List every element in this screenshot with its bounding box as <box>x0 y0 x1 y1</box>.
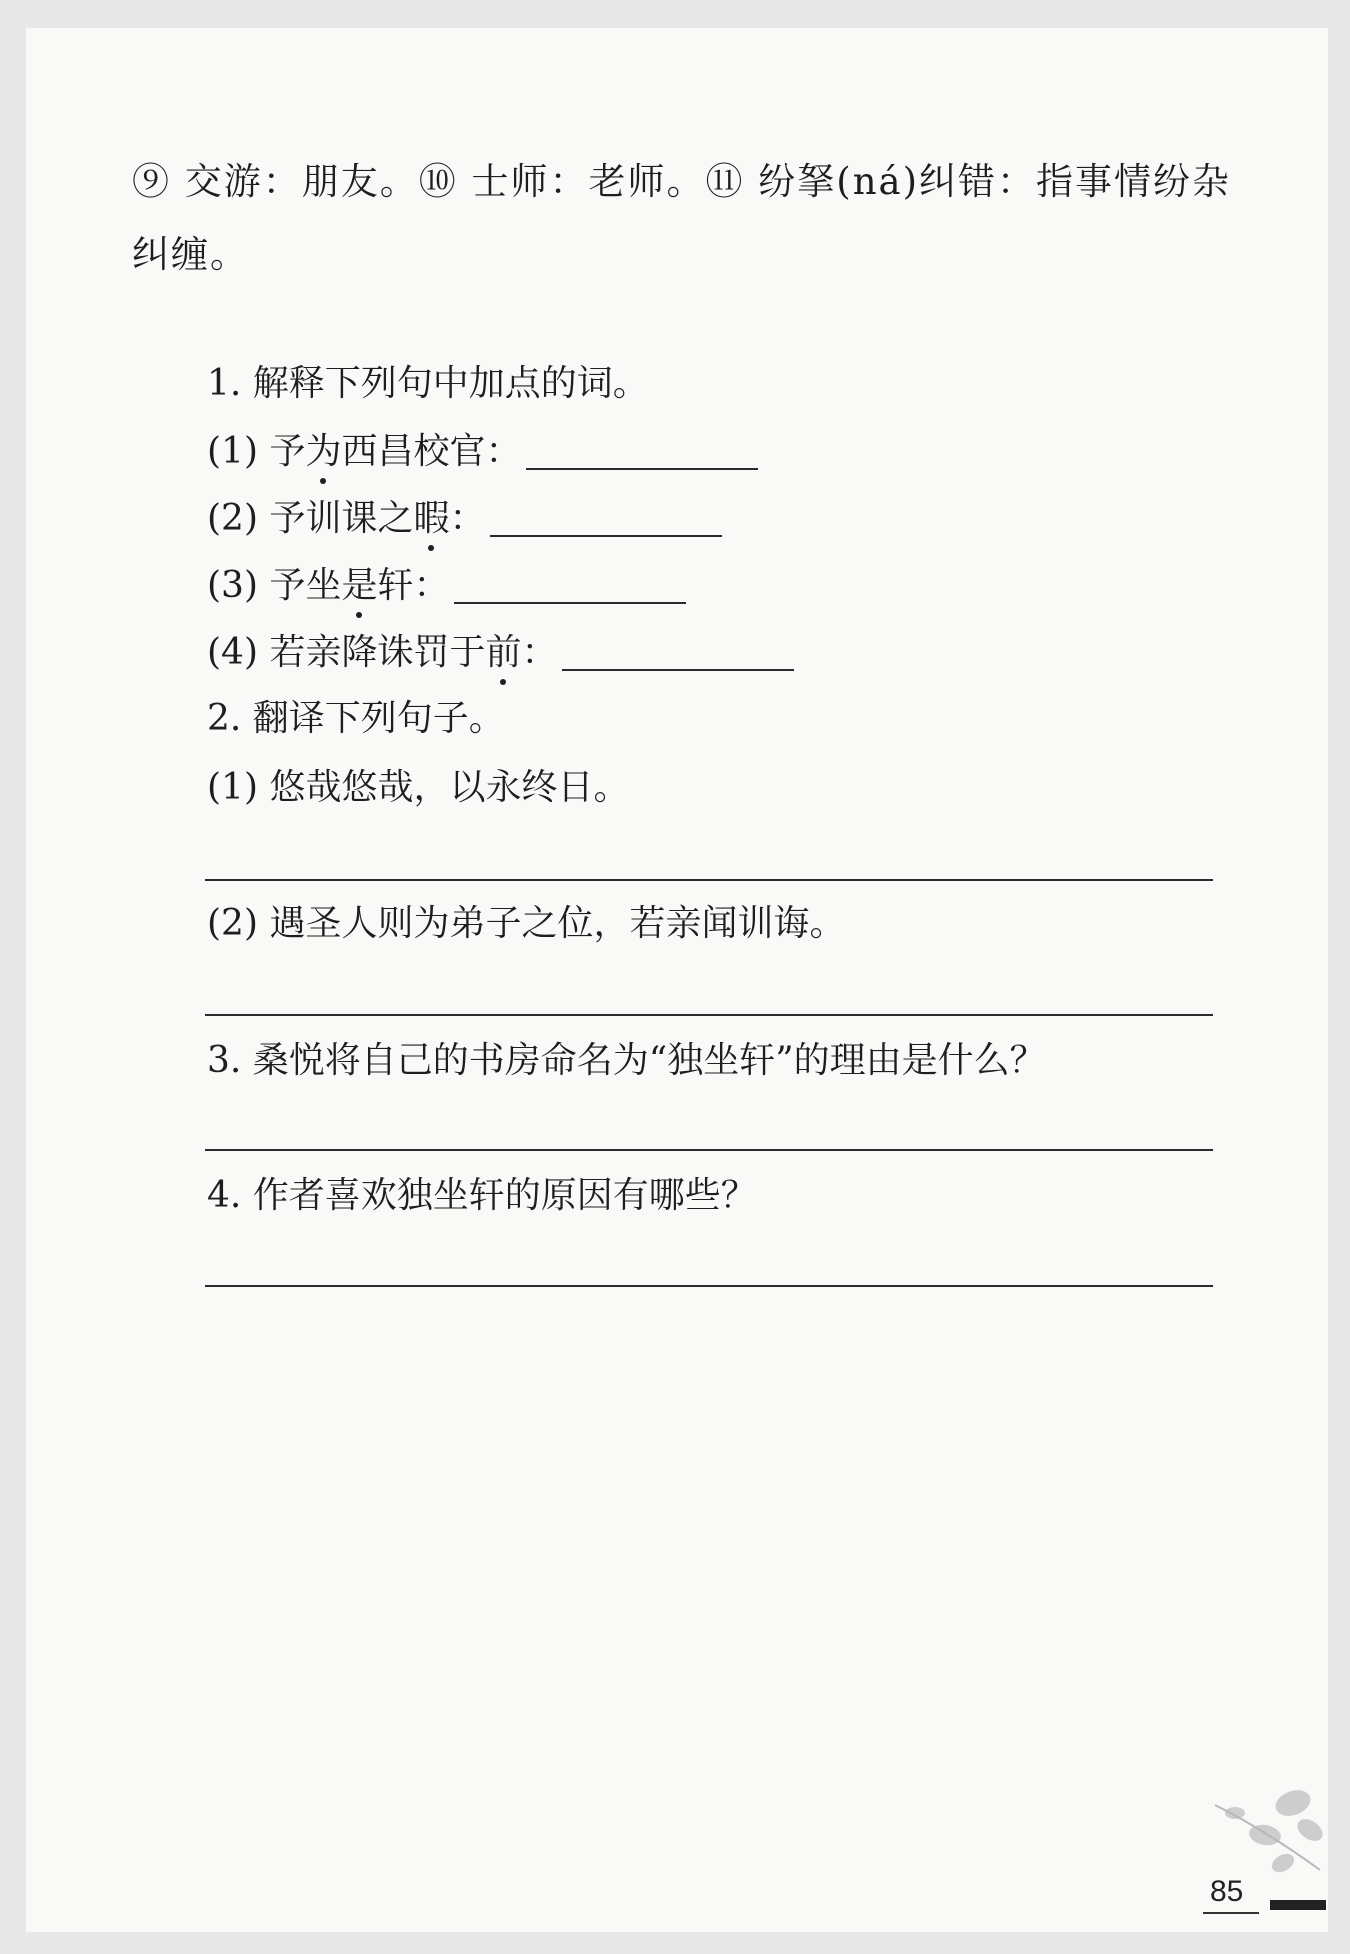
item-label: (2) <box>207 498 258 539</box>
item-text-pre: 予 <box>269 431 306 472</box>
item-text: 遇圣人则为弟子之位，若亲闻训诲。 <box>269 903 846 944</box>
dotted-word: 是 <box>341 565 378 606</box>
answer-blank-3[interactable] <box>454 566 686 604</box>
page-number-underline <box>1203 1912 1259 1914</box>
item-label: (1) <box>207 767 258 808</box>
item-text: 悠哉悠哉，以永终日。 <box>269 767 630 808</box>
question-3-title: 3. 桑悦将自己的书房命名为“独坐轩”的理由是什么？ <box>207 1040 1046 1081</box>
question-2-item-2 <box>207 903 846 944</box>
item-label: (2) <box>207 903 258 944</box>
item-text-pre: 若亲降诛罚于 <box>269 632 486 673</box>
item-text-post: ： <box>449 498 486 539</box>
worksheet-page <box>26 28 1328 1932</box>
answer-line-4[interactable] <box>205 1285 1213 1287</box>
question-1-item-3 <box>207 566 686 604</box>
dotted-word: 为 <box>305 431 342 472</box>
dotted-word: 前 <box>485 632 522 673</box>
question-2-title: 2. 翻译下列句子。 <box>207 698 505 739</box>
item-label: (3) <box>207 565 258 606</box>
item-label: (4) <box>207 632 258 673</box>
answer-blank-1[interactable] <box>526 432 758 470</box>
question-1-item-4 <box>207 633 794 671</box>
question-2-item-1 <box>207 767 630 808</box>
answer-line-2-1[interactable] <box>205 879 1213 881</box>
question-1-item-2 <box>207 499 722 537</box>
answer-line-2-2[interactable] <box>205 1014 1213 1016</box>
question-1-title: 1. 解释下列句中加点的词。 <box>207 363 649 404</box>
footnote-line-2: 纠缠。 <box>132 233 249 276</box>
dotted-word: 暇 <box>413 498 450 539</box>
answer-blank-2[interactable] <box>490 499 722 537</box>
item-text-post: 轩： <box>377 565 450 606</box>
question-4-title: 4. 作者喜欢独坐轩的原因有哪些？ <box>207 1175 757 1216</box>
footnote-line-1: ⑨ 交游：朋友。⑩ 士师：老师。⑪ 纷拏(ná)纠错：指事情纷杂 <box>132 160 1232 203</box>
item-text-post: ： <box>521 632 558 673</box>
answer-blank-4[interactable] <box>562 633 794 671</box>
page-number: 85 <box>1210 1875 1244 1908</box>
item-text-pre: 予训课之 <box>269 498 414 539</box>
item-text-pre: 予坐 <box>269 565 342 606</box>
question-1-item-1 <box>207 432 758 470</box>
item-text-post: 西昌校官： <box>341 431 522 472</box>
page-bar <box>1270 1900 1326 1910</box>
item-label: (1) <box>207 431 258 472</box>
answer-line-3[interactable] <box>205 1149 1213 1151</box>
